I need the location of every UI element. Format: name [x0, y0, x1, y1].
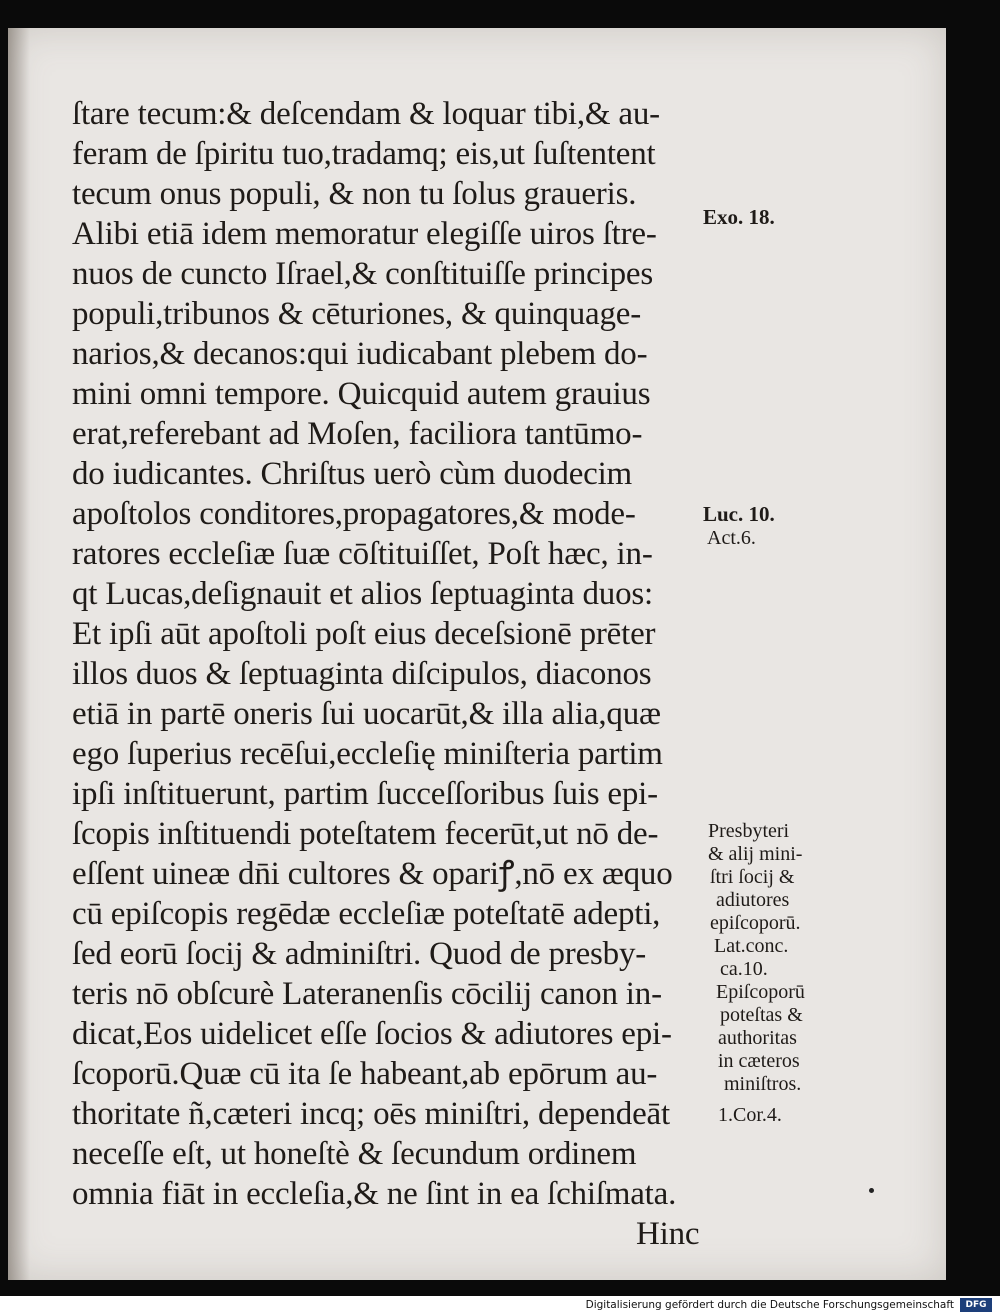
text-line: ego ſuperius recēſui,eccleſię miniſteria partim	[72, 736, 663, 772]
text-line: ſcopis inſtituendi poteſtatem fecerūt,ut nō de-	[72, 816, 659, 852]
text-line: qt Lucas,deſignauit et alios ſeptuaginta duos:	[72, 576, 653, 612]
text-line: Alibi etiā idem memoratur elegiſſe uiros ſtre-	[72, 216, 657, 252]
funding-notice: Digitalisierung gefördert durch die Deutsche Forschungsgemeinschaft	[585, 1299, 954, 1311]
text-line: eſſent uineæ dn̄i cultores & opariꝭ,nō ex æquo	[72, 856, 673, 892]
marginal-note: Lat.conc.	[714, 935, 789, 957]
marginal-note: Act.6.	[707, 527, 756, 549]
catchword: Hinc	[636, 1216, 700, 1252]
marginal-note: poteſtas &	[720, 1004, 803, 1026]
text-line: neceſſe eſt, ut honeſtè & ſecundum ordinem	[72, 1136, 637, 1172]
marginal-note: & alij mini-	[708, 843, 803, 865]
digitization-footer	[0, 1296, 1000, 1315]
text-line: teris nō obſcurè Lateranenſis cōcilij canon in-	[72, 976, 662, 1012]
text-line: ſtare tecum:& deſcendam & loquar tibi,& au-	[72, 96, 660, 132]
text-line: narios,& decanos:qui iudicabant plebem do-	[72, 336, 648, 372]
marginal-note: ſtri ſocij &	[710, 866, 795, 888]
text-line: erat,referebant ad Moſen, faciliora tantūmo-	[72, 416, 643, 452]
text-line: cū epiſcopis regēdæ eccleſiæ poteſtatē adepti,	[72, 896, 661, 932]
text-line: mini omni tempore. Quicquid autem grauius	[72, 376, 651, 412]
text-line: Et ipſi aūt apoſtoli poſt eius deceſsionē prēter	[72, 616, 656, 652]
page-gutter-shadow	[8, 28, 30, 1280]
text-line: do iudicantes. Chriſtus uerò cùm duodecim	[72, 456, 633, 492]
marginal-note: Luc. 10.	[703, 502, 775, 526]
dfg-logo-icon: DFG	[960, 1298, 992, 1312]
marginal-note: epiſcoporū.	[710, 912, 801, 934]
marginal-note: 1.Cor.4.	[718, 1104, 782, 1126]
text-line: illos duos & ſeptuaginta diſcipulos, diaconos	[72, 656, 652, 692]
ink-speck	[869, 1188, 874, 1193]
marginal-note: Exo. 18.	[703, 205, 775, 229]
book-page	[8, 28, 946, 1280]
text-line: ipſi inſtituerunt, partim ſucceſſoribus ſuis epi-	[72, 776, 658, 812]
text-line: apoſtolos conditores,propagatores,& mode-	[72, 496, 636, 532]
marginal-note: Presbyteri	[708, 820, 790, 842]
marginal-note: ca.10.	[720, 958, 768, 980]
text-line: ſed eorū ſocij & adminiſtri. Quod de presby-	[72, 936, 647, 972]
text-line: omnia fiāt in eccleſia,& ne ſint in ea ſchiſmata.	[72, 1176, 677, 1212]
text-line: feram de ſpiritu tuo,tradamq; eis,ut ſuſtentent	[72, 136, 656, 172]
text-line: thoritate ñ,cæteri incq; oēs miniſtri, dependeāt	[72, 1096, 670, 1132]
marginal-note: authoritas	[718, 1027, 797, 1049]
text-line: ſcoporū.Quæ cū ita ſe habeant,ab epōrum au-	[72, 1056, 658, 1092]
marginal-note: adiutores	[716, 889, 790, 911]
marginal-note: in cæteros	[718, 1050, 800, 1072]
text-line: populi,tribunos & cēturiones, & quinquage-	[72, 296, 642, 332]
text-line: ratores eccleſiæ ſuæ cōſtituiſſet, Poſt hæc, in-	[72, 536, 653, 572]
text-line: etiā in partē oneris ſui uocarūt,& illa alia,quæ	[72, 696, 661, 732]
text-line: tecum onus populi, & non tu ſolus graueris.	[72, 176, 637, 212]
marginal-note: miniſtros.	[724, 1073, 802, 1095]
marginal-note: Epiſcoporū	[716, 981, 805, 1003]
text-line: dicat,Eos uidelicet eſſe ſocios & adiutores epi-	[72, 1016, 672, 1052]
text-line: nuos de cuncto Iſrael,& conſtituiſſe principes	[72, 256, 653, 292]
